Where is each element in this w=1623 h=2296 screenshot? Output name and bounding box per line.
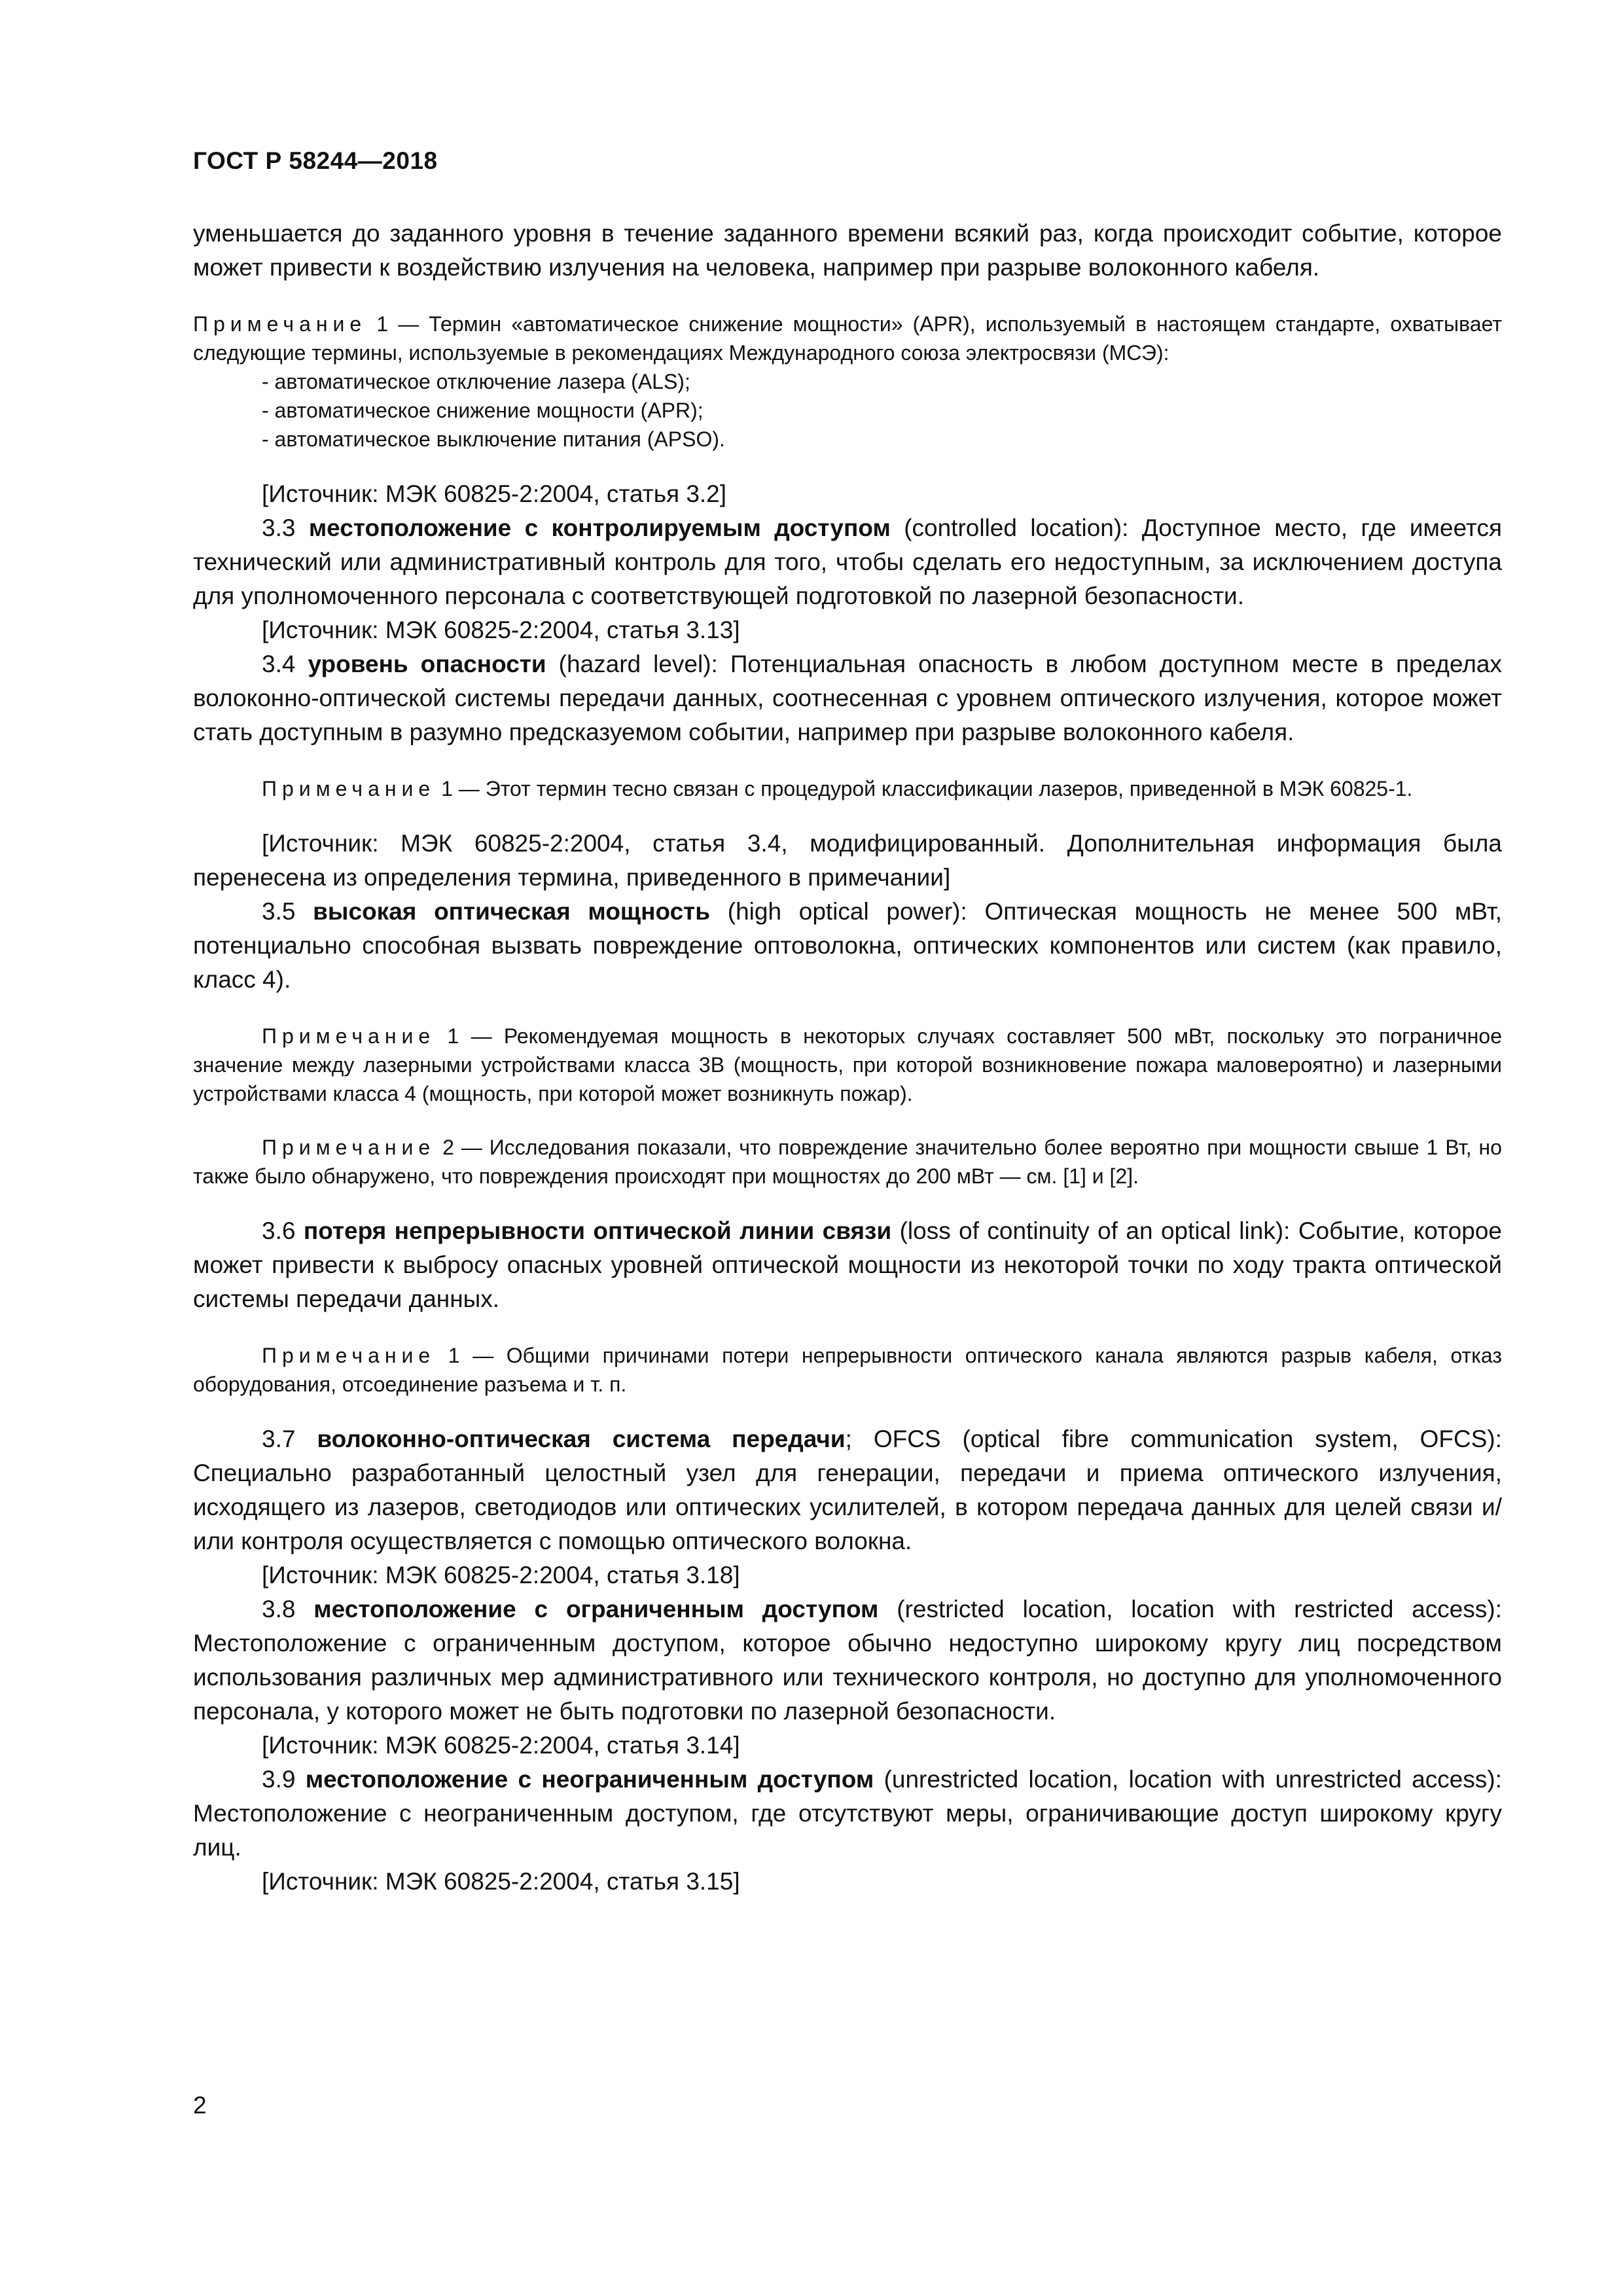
term-number: 3.8 — [262, 1596, 314, 1623]
document-page — [193, 147, 1502, 1899]
term-name: потеря непрерывности оптической линии связи — [303, 1217, 892, 1244]
list-item: - автоматическое снижение мощности (APR); — [262, 396, 1502, 425]
term-number: 3.6 — [262, 1217, 304, 1244]
term-name: высокая оптическая мощность — [313, 898, 711, 925]
note-text: 1 — Общими причинами потери непрерывности оптического канала являются разрыв кабеля, отказ оборудования, отсоединение разъема и т. п. — [193, 1344, 1502, 1396]
term-3-8 — [193, 1592, 1502, 1729]
note-text: 1 — Этот термин тесно связан с процедурой классификации лазеров, приведенной в МЭК 60825-1. — [435, 777, 1413, 800]
term-3-7 — [193, 1422, 1502, 1558]
list-item: - автоматическое выключение питания (APSO). — [262, 425, 1502, 454]
term-name: уровень опасности — [308, 651, 546, 677]
term-number: 3.9 — [262, 1766, 306, 1793]
note-label: Примечание — [193, 312, 367, 336]
page-number: 2 — [193, 2092, 207, 2119]
term-definition: (controlled location): Доступное место, где имеется технический или административный контроль для того, чтобы сделать его недоступным, за исключением доступа для уполномоченного персонала с соответствующей подготовкой по лазерной безопасности. — [193, 514, 1502, 609]
source-3-4: [Источник: МЭК 60825-2:2004, статья 3.4, модифицированный. Дополнительная информация была перенесена из определения термина, приведенного в примечании] — [193, 830, 1502, 891]
term-3-6 — [193, 1214, 1502, 1316]
term-definition: ; OFCS (optical fibre communication system, OFCS): Специально разработанный целостный узел для генерации, передачи и приема оптического излучения, исходящего из лазеров, светодиодов или оптических усилителей, в котором передача данных для целей связи и/или контроля осуществляется с помощью оптического волокна. — [193, 1426, 1502, 1554]
note-3-5-1 — [193, 1022, 1502, 1108]
term-number: 3.7 — [262, 1426, 317, 1452]
note-apr — [193, 310, 1502, 367]
note-3-4 — [193, 774, 1502, 803]
term-name: местоположение с неограниченным доступом — [305, 1766, 874, 1793]
term-number: 3.3 — [262, 514, 309, 541]
note-text: 2 — Исследования показали, что повреждение значительно более вероятно при мощности свыше 1 Вт, но также было обнаружено, что повреждения происходят при мощностях до 200 мВт — см. [1] и [2]. — [193, 1136, 1502, 1188]
note-3-6 — [193, 1341, 1502, 1399]
term-definition: (hazard level): Потенциальная опасность в любом доступном месте в пределах волоконно-оптической системы передачи данных, соотнесенная с уровнем оптического излучения, которое может стать доступным в разумно предсказуемом событии, например при разрыве волоконного кабеля. — [193, 651, 1502, 745]
term-definition: (unrestricted location, location with unrestricted access): Местоположение с неограниченным доступом, где отсутствуют меры, ограничивающие доступ широкому кругу лиц. — [193, 1766, 1502, 1861]
term-definition: (loss of continuity of an optical link): Событие, которое может привести к выбросу опасных уровней оптической мощности из некоторой точки по ходу тракта оптической системы передачи данных. — [193, 1217, 1503, 1312]
note-3-5-2 — [193, 1133, 1502, 1191]
term-3-4 — [193, 647, 1502, 749]
source-3-13: [Источник: МЭК 60825-2:2004, статья 3.13] — [262, 617, 740, 643]
document-header: ГОСТ Р 58244—2018 — [193, 147, 438, 174]
term-definition: (restricted location, location with restricted access): Местоположение с ограниченным доступом, которое обычно недоступно широкому кругу лиц посредством использования различных мер административного или технического контроля, но доступно для уполномоченного персонала, у которого может не быть подготовки по лазерной безопасности. — [193, 1596, 1502, 1725]
source-3-15: [Источник: МЭК 60825-2:2004, статья 3.15] — [262, 1868, 740, 1895]
note-label: Примечание — [262, 777, 436, 800]
note-label: Примечание — [262, 1136, 436, 1159]
note-apr-list — [193, 367, 1502, 454]
term-name: местоположение с ограниченным доступом — [313, 1596, 879, 1623]
term-name: волоконно-оптическая система передачи — [317, 1426, 846, 1452]
source-3-18: [Источник: МЭК 60825-2:2004, статья 3.18] — [262, 1562, 740, 1588]
source-3-2: [Источник: МЭК 60825-2:2004, статья 3.2] — [262, 480, 727, 507]
note-text: 1 — Термин «автоматическое снижение мощности» (APR), используемый в настоящем стандарте, охватывает следующие термины, используемые в рекомендациях Международного союза электросвязи (МСЭ): — [193, 312, 1502, 365]
note-label: Примечание — [262, 1024, 436, 1048]
note-label: Примечание — [262, 1344, 436, 1367]
term-number: 3.4 — [262, 651, 308, 677]
note-text: 1 — Рекомендуемая мощность в некоторых случаях составляет 500 мВт, поскольку это пограничное значение между лазерными устройствами класса 3В (мощность, при которой возникновение пожара маловероятно) и лазерными устройствами класса 4 (мощность, при которой может возникнуть пожар). — [193, 1024, 1502, 1105]
term-3-9 — [193, 1763, 1502, 1865]
source-3-14: [Источник: МЭК 60825-2:2004, статья 3.14] — [262, 1732, 740, 1759]
intro-paragraph: уменьшается до заданного уровня в течение заданного времени всякий раз, когда происходит событие, которое может привести к воздействию излучения на человека, например при разрыве волоконного кабеля. — [193, 220, 1502, 281]
term-3-3 — [193, 511, 1502, 613]
term-name: местоположение с контролируемым доступом — [308, 514, 891, 541]
term-number: 3.5 — [262, 898, 313, 925]
list-item: - автоматическое отключение лазера (ALS); — [262, 367, 1502, 396]
term-3-5 — [193, 895, 1502, 997]
term-definition: (high optical power): Оптическая мощность не менее 500 мВт, потенциально способная вызвать повреждение оптоволокна, оптических компонентов или систем (как правило, класс 4). — [193, 898, 1502, 993]
